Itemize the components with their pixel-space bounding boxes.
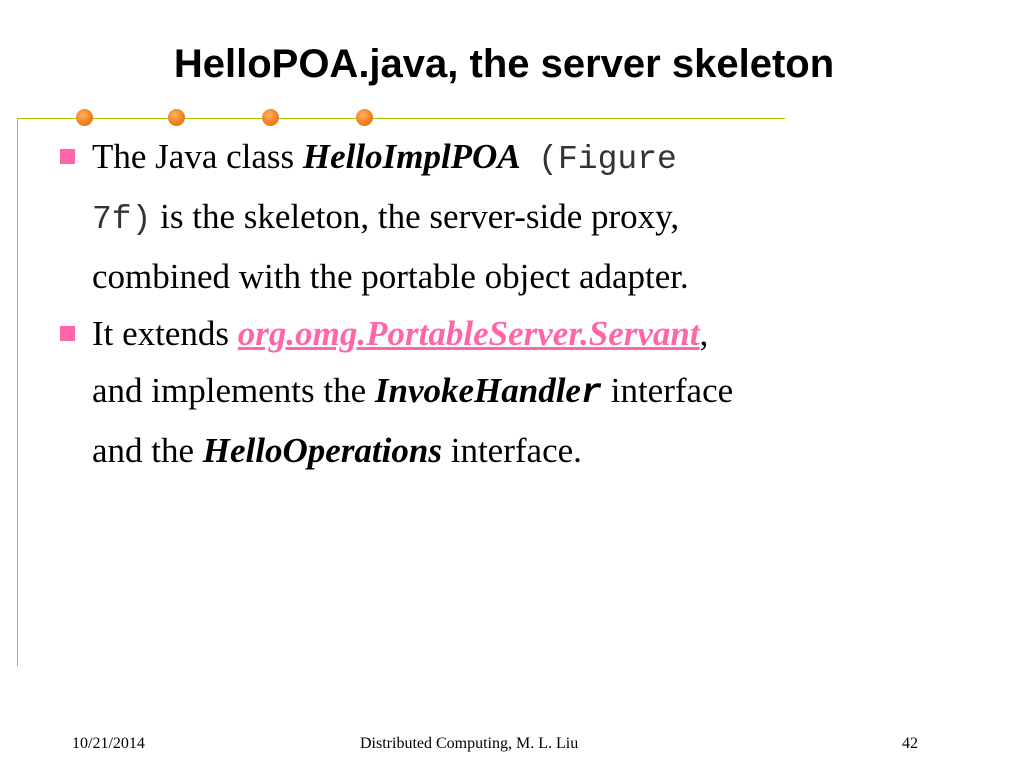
bullet-text: and implements the: [92, 371, 375, 410]
bullet-list: [60, 128, 960, 479]
interface-name: HelloOperations: [202, 431, 442, 470]
bullet-text: The Java class: [92, 137, 303, 176]
bullet-text: is the skeleton, the server-side proxy,: [151, 197, 680, 236]
page-number: 42: [902, 735, 918, 752]
orange-dot-icon: [262, 109, 279, 126]
footer-title: Distributed Computing, M. L. Liu: [360, 735, 579, 752]
orange-dot-icon: [168, 109, 185, 126]
bullet-item: [60, 128, 960, 305]
orange-dot-icon: [356, 109, 373, 126]
bullet-text: interface: [601, 371, 734, 410]
bullet-text: and the: [92, 431, 203, 470]
bullet-text: ,: [699, 314, 709, 353]
bullet-text: combined with the portable object adapter.: [92, 257, 689, 296]
square-bullet-icon: [60, 326, 75, 341]
code-ref: (Figure: [538, 141, 677, 178]
interface-name: InvokeHandle: [374, 371, 581, 410]
horizontal-rule: [17, 118, 785, 119]
bullet-text: interface.: [441, 431, 582, 470]
bullet-text: It extends: [92, 314, 238, 353]
code-ref: 7f): [92, 201, 152, 238]
servant-link[interactable]: org.omg.PortableServer.Servant: [237, 314, 700, 353]
orange-dot-icon: [76, 109, 93, 126]
slide-title: HelloPOA.java, the server skeleton: [173, 42, 835, 86]
footer-date: 10/21/2014: [72, 735, 145, 752]
class-name: HelloImplPOA: [302, 137, 521, 176]
interface-name-suffix: r: [580, 373, 602, 413]
square-bullet-icon: [60, 149, 75, 164]
vertical-rule: [17, 118, 18, 666]
bullet-item: [60, 305, 960, 479]
